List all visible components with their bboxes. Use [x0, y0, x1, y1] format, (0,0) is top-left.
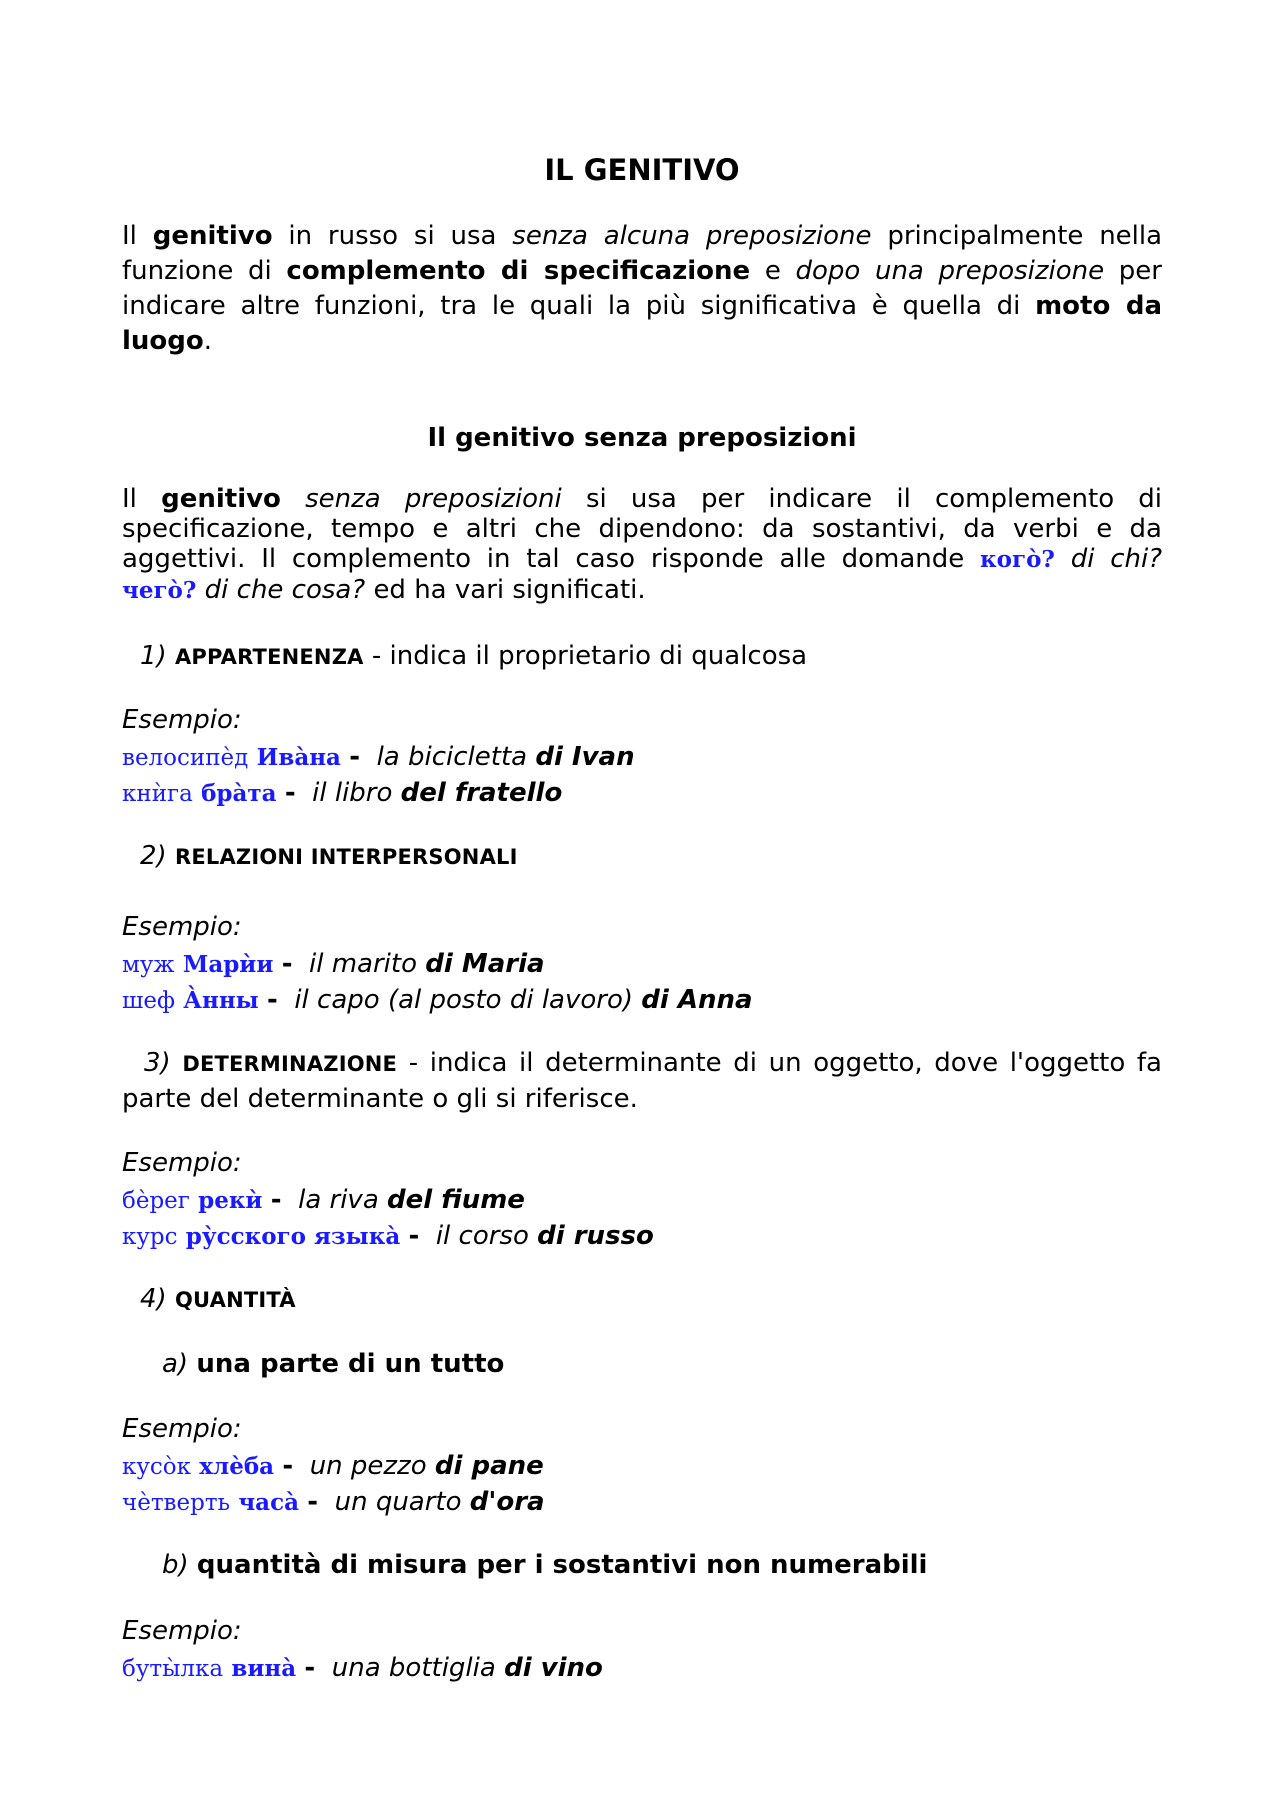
subsection-letter: a): [162, 1349, 189, 1379]
italian-translation: la bicicletta: [376, 742, 528, 772]
russian-genitive: ру̀сского языка̀: [185, 1223, 401, 1250]
separator-dash: -: [304, 1653, 316, 1683]
italian-genitive: del fiume: [387, 1185, 525, 1215]
russian-word: велосипѐд: [122, 745, 249, 771]
example-row: [122, 1484, 545, 1521]
separator-dash: -: [282, 1451, 294, 1481]
para-text: ed ha vari significati.: [373, 575, 646, 605]
section-description: - indica il proprietario di qualcosa: [371, 641, 808, 671]
separator-dash: -: [281, 949, 293, 979]
separator-dash: -: [270, 1185, 282, 1215]
intro-paragraph: [122, 219, 1162, 359]
intro-text: per indicare altre funzioni, tra le quali la più significativa è quella di: [122, 256, 1162, 321]
italian-translation: il capo (al posto di lavoro): [294, 985, 634, 1015]
intro-text: e: [764, 256, 781, 286]
example-row: [122, 1448, 544, 1485]
russian-word: кусо̀к: [122, 1454, 192, 1480]
italian-genitive: del fratello: [400, 778, 563, 808]
para-text: Il: [122, 484, 137, 514]
page-title: IL GENITIVO: [544, 153, 740, 187]
section-heading: Il genitivo senza preposizioni: [427, 423, 857, 453]
section-3-heading: [122, 1046, 1162, 1117]
para-bold: genitivo: [161, 484, 281, 514]
intro-bold-genitivo: genitivo: [152, 221, 273, 251]
example-row: [122, 1650, 603, 1687]
intro-period: .: [203, 326, 213, 356]
russian-genitive: вина̀: [231, 1655, 297, 1682]
italian-translation: il corso: [435, 1221, 529, 1251]
russian-genitive: рекѝ: [198, 1187, 263, 1214]
russian-word: кнѝга: [122, 781, 193, 807]
subsection-a-heading: [162, 1347, 504, 1381]
russian-genitive: А̀нны: [183, 987, 259, 1014]
italian-translation: il marito: [309, 949, 418, 979]
separator-dash: -: [267, 985, 278, 1015]
italian-genitive: d'ora: [469, 1487, 545, 1517]
separator-dash: -: [307, 1487, 319, 1517]
subsection-b-heading: [162, 1548, 927, 1582]
italian-translation: un pezzo: [309, 1451, 427, 1481]
italian-translation: il libro: [312, 778, 393, 808]
italian-genitive: di russo: [537, 1221, 654, 1251]
russian-genitive: бра̀та: [201, 780, 277, 807]
section-name: QUANTITÀ: [174, 1288, 296, 1312]
intro-bold-complemento: complemento di specificazione: [286, 256, 751, 286]
italian-genitive: di Anna: [641, 985, 753, 1015]
russian-genitive: хлѐба: [199, 1453, 275, 1480]
example-row: [122, 982, 753, 1019]
intro-italic: dopo una preposizione: [795, 256, 1105, 286]
separator-dash: -: [349, 742, 361, 772]
section-name: RELAZIONI INTERPERSONALI: [174, 845, 518, 869]
usage-paragraph: [122, 484, 1162, 606]
question-russian: чего̀?: [122, 577, 197, 604]
example-row: [122, 775, 562, 812]
russian-word: курс: [122, 1224, 178, 1250]
intro-text: in russo si usa: [288, 221, 497, 251]
example-label: Esempio:: [122, 1148, 242, 1178]
section-number: 2): [140, 841, 167, 871]
section-4-heading: [140, 1282, 1180, 1317]
italian-translation: un quarto: [334, 1487, 462, 1517]
russian-word: буты̀лка: [122, 1656, 224, 1682]
section-2-heading: [140, 839, 1180, 874]
example-row: [122, 739, 635, 776]
para-text: si usa per indicare il complemento di specificazione, tempo e altri che dipendono: da sostantivi, da verbi e da aggettivi. Il complemento in tal caso risponde alle domande: [122, 484, 1163, 574]
example-row: [122, 1218, 654, 1255]
example-row: [122, 946, 545, 983]
intro-text: principalmente nella funzione di: [122, 221, 1163, 286]
example-label: Esempio:: [122, 705, 242, 735]
example-label: Esempio:: [122, 912, 242, 942]
intro-italic: senza alcuna preposizione: [512, 221, 872, 251]
para-italic: senza preposizioni: [305, 484, 562, 514]
separator-dash: -: [284, 778, 296, 808]
italian-genitive: di vino: [504, 1653, 603, 1683]
russian-word: бѐрег: [122, 1188, 190, 1214]
russian-word: чѐтверть: [122, 1490, 231, 1516]
example-label: Esempio:: [122, 1616, 242, 1646]
russian-word: муж: [122, 952, 175, 978]
italian-translation: una bottiglia: [331, 1653, 496, 1683]
intro-bold-moto: moto da luogo: [122, 291, 1163, 356]
italian-genitive: di Ivan: [535, 742, 635, 772]
section-description: - indica il determinante di un oggetto, dove l'oggetto fa parte del determinante o gli si riferisce.: [122, 1048, 1162, 1114]
italian-genitive: di pane: [434, 1451, 544, 1481]
example-row: [122, 1182, 525, 1219]
section-name: APPARTENENZA: [174, 645, 364, 669]
russian-genitive: Ива̀на: [256, 744, 341, 771]
section-name: DETERMINAZIONE: [182, 1052, 398, 1076]
russian-word: шеф: [122, 988, 175, 1014]
section-1-heading: [140, 639, 1180, 674]
section-number: 3): [144, 1048, 171, 1078]
intro-text: Il: [122, 221, 137, 251]
subsection-text: quantità di misura per i sostantivi non numerabili: [196, 1550, 928, 1580]
question-russian: кого̀?: [980, 546, 1055, 573]
italian-translation: la riva: [298, 1185, 379, 1215]
subsection-text: una parte di un tutto: [196, 1349, 505, 1379]
section-number: 1): [140, 641, 167, 671]
russian-genitive: Марѝи: [182, 951, 274, 978]
italian-genitive: di Maria: [425, 949, 545, 979]
section-number: 4): [140, 1284, 167, 1314]
russian-genitive: часа̀: [238, 1489, 299, 1516]
example-label: Esempio:: [122, 1414, 242, 1444]
question-italian: di chi?: [1070, 544, 1163, 574]
separator-dash: -: [408, 1221, 420, 1251]
question-italian: di che cosa?: [204, 575, 366, 605]
subsection-letter: b): [162, 1550, 189, 1580]
